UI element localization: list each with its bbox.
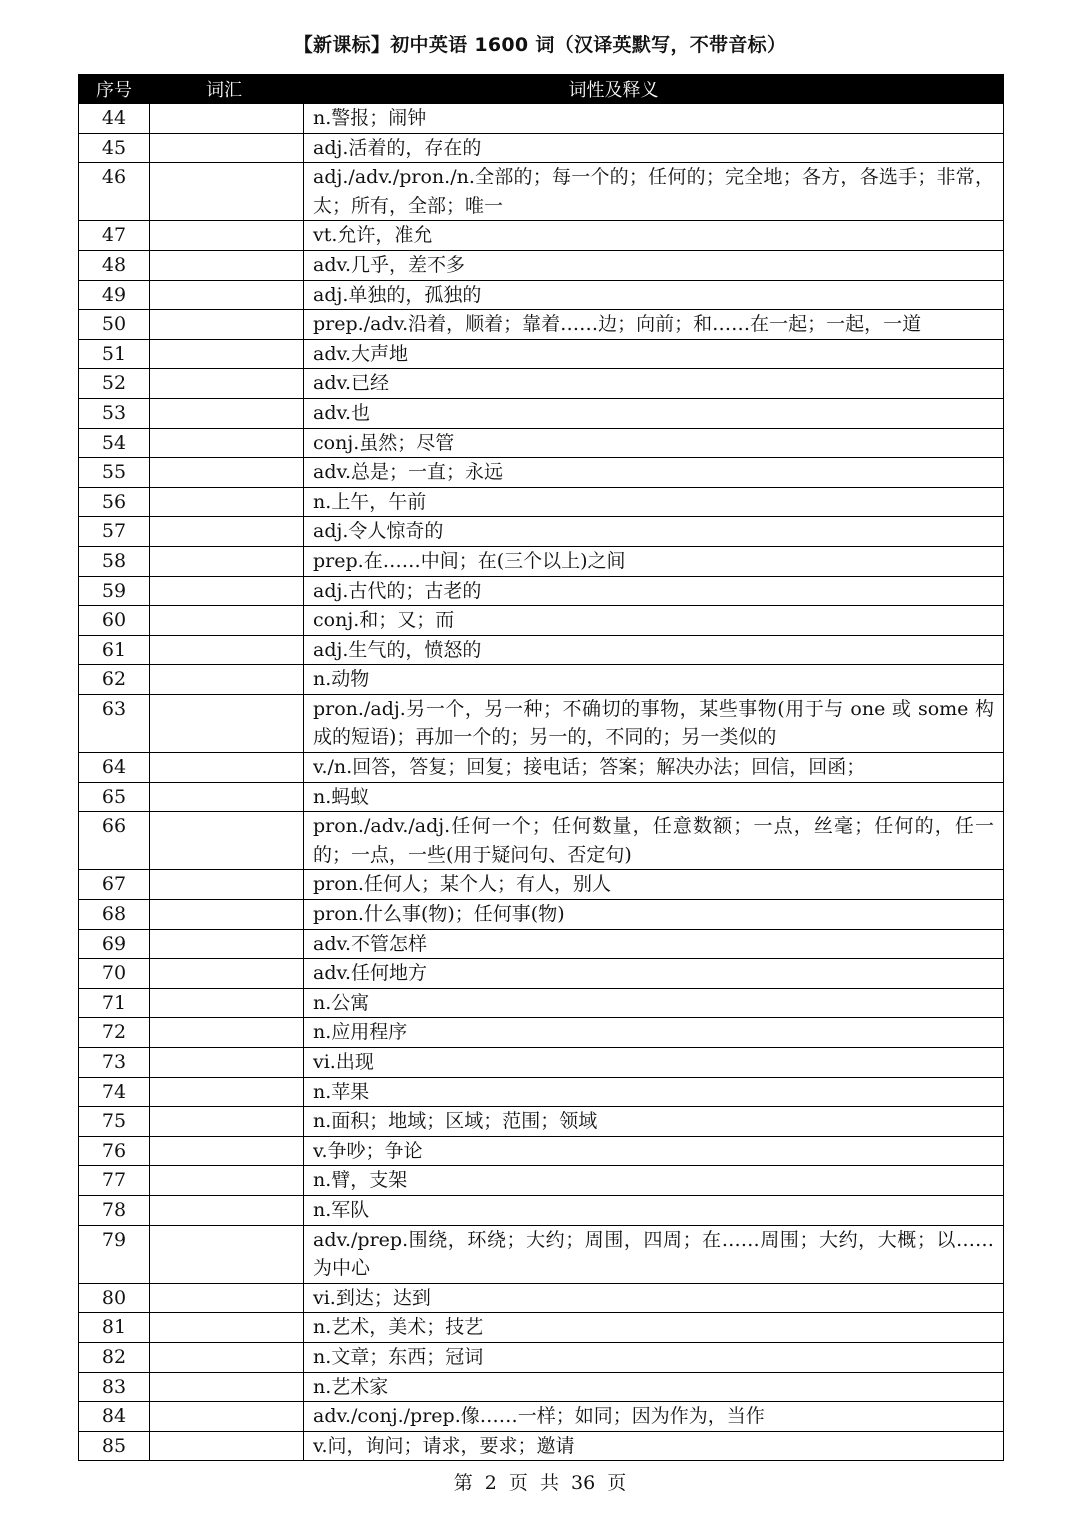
table-row: [79, 369, 1004, 399]
word-blank-cell[interactable]: [150, 900, 304, 930]
meaning-cell: adv.已经: [304, 369, 1004, 399]
meaning-cell: adj.古代的；古老的: [304, 576, 1004, 606]
table-row: [79, 576, 1004, 606]
word-blank-cell[interactable]: [150, 812, 304, 870]
word-blank-cell[interactable]: [150, 988, 304, 1018]
table-row: [79, 280, 1004, 310]
table-row: [79, 1195, 1004, 1225]
table-row: [79, 665, 1004, 695]
meaning-cell: conj.虽然；尽管: [304, 428, 1004, 458]
row-number: 73: [79, 1048, 150, 1078]
page-title: 【新课标】初中英语 1600 词（汉译英默写，不带音标）: [293, 34, 787, 56]
word-blank-cell[interactable]: [150, 606, 304, 636]
table-row: [79, 339, 1004, 369]
row-number: 47: [79, 221, 150, 251]
meaning-cell: n.警报；闹钟: [304, 104, 1004, 134]
table-row: [79, 487, 1004, 517]
table-row: [79, 104, 1004, 134]
table-body: [79, 104, 1004, 1461]
meaning-cell: adj.生气的，愤怒的: [304, 635, 1004, 665]
row-number: 80: [79, 1283, 150, 1313]
row-number: 79: [79, 1225, 150, 1283]
table-row: [79, 1136, 1004, 1166]
row-number: 68: [79, 900, 150, 930]
row-number: 77: [79, 1166, 150, 1196]
meaning-cell: adj.单独的，孤独的: [304, 280, 1004, 310]
meaning-cell: pron.什么事(物)；任何事(物): [304, 900, 1004, 930]
meaning-cell: n.面积；地域；区域；范围；领域: [304, 1107, 1004, 1137]
meaning-cell: adv./prep.围绕，环绕；大约；周围，四周；在……周围；大约，大概；以……为中心: [304, 1225, 1004, 1283]
meaning-cell: adv.也: [304, 398, 1004, 428]
word-blank-cell[interactable]: [150, 369, 304, 399]
table-row: [79, 1402, 1004, 1432]
table-row: [79, 1077, 1004, 1107]
word-blank-cell[interactable]: [150, 1402, 304, 1432]
table-row: [79, 753, 1004, 783]
word-blank-cell[interactable]: [150, 635, 304, 665]
table-row: [79, 1166, 1004, 1196]
meaning-cell: n.公寓: [304, 988, 1004, 1018]
meaning-cell: prep./adv.沿着，顺着；靠着……边；向前；和……在一起；一起，一道: [304, 310, 1004, 340]
row-number: 51: [79, 339, 150, 369]
meaning-cell: n.艺术家: [304, 1372, 1004, 1402]
table-row: [79, 988, 1004, 1018]
word-blank-cell[interactable]: [150, 1225, 304, 1283]
word-blank-cell[interactable]: [150, 694, 304, 752]
word-blank-cell[interactable]: [150, 870, 304, 900]
page-footer: 第 2 页 共 36 页: [453, 1472, 627, 1494]
word-blank-cell[interactable]: [150, 133, 304, 163]
table-row: [79, 900, 1004, 930]
table-row: [79, 635, 1004, 665]
table-row: [79, 694, 1004, 752]
meaning-cell: pron.任何人；某个人；有人，别人: [304, 870, 1004, 900]
meaning-cell: adj.令人惊奇的: [304, 517, 1004, 547]
word-blank-cell[interactable]: [150, 959, 304, 989]
table-row: [79, 1048, 1004, 1078]
meaning-cell: n.文章；东西；冠词: [304, 1342, 1004, 1372]
table-row: [79, 221, 1004, 251]
table-row: [79, 310, 1004, 340]
row-number: 57: [79, 517, 150, 547]
row-number: 78: [79, 1195, 150, 1225]
meaning-cell: n.应用程序: [304, 1018, 1004, 1048]
word-blank-cell[interactable]: [150, 104, 304, 134]
meaning-cell: conj.和；又；而: [304, 606, 1004, 636]
row-number: 72: [79, 1018, 150, 1048]
table-row: [79, 959, 1004, 989]
row-number: 55: [79, 458, 150, 488]
word-blank-cell[interactable]: [150, 221, 304, 251]
table-row: [79, 546, 1004, 576]
table-row: [79, 1283, 1004, 1313]
row-number: 71: [79, 988, 150, 1018]
word-blank-cell[interactable]: [150, 1431, 304, 1461]
row-number: 69: [79, 929, 150, 959]
word-blank-cell[interactable]: [150, 250, 304, 280]
word-blank-cell[interactable]: [150, 310, 304, 340]
row-number: 66: [79, 812, 150, 870]
table-row: [79, 1342, 1004, 1372]
table-row: [79, 812, 1004, 870]
word-blank-cell[interactable]: [150, 1018, 304, 1048]
meaning-cell: prep.在……中间；在(三个以上)之间: [304, 546, 1004, 576]
meaning-cell: adv.几乎，差不多: [304, 250, 1004, 280]
meaning-cell: n.军队: [304, 1195, 1004, 1225]
row-number: 61: [79, 635, 150, 665]
table-row: [79, 398, 1004, 428]
row-number: 49: [79, 280, 150, 310]
row-number: 85: [79, 1431, 150, 1461]
word-blank-cell[interactable]: [150, 517, 304, 547]
word-blank-cell[interactable]: [150, 487, 304, 517]
meaning-cell: v.争吵；争论: [304, 1136, 1004, 1166]
meaning-cell: n.艺术，美术；技艺: [304, 1313, 1004, 1343]
table-row: [79, 929, 1004, 959]
row-number: 84: [79, 1402, 150, 1432]
meaning-cell: n.苹果: [304, 1077, 1004, 1107]
table-row: [79, 163, 1004, 221]
word-blank-cell[interactable]: [150, 576, 304, 606]
row-number: 67: [79, 870, 150, 900]
word-blank-cell[interactable]: [150, 782, 304, 812]
row-number: 44: [79, 104, 150, 134]
word-blank-cell[interactable]: [150, 1077, 304, 1107]
word-blank-cell[interactable]: [150, 398, 304, 428]
word-blank-cell[interactable]: [150, 163, 304, 221]
table-row: [79, 133, 1004, 163]
table-row: [79, 606, 1004, 636]
row-number: 74: [79, 1077, 150, 1107]
word-blank-cell[interactable]: [150, 1342, 304, 1372]
table-row: [79, 782, 1004, 812]
row-number: 65: [79, 782, 150, 812]
meaning-cell: v./n.回答，答复；回复；接电话；答案；解决办法；回信，回函；: [304, 753, 1004, 783]
meaning-cell: vi.出现: [304, 1048, 1004, 1078]
word-blank-cell[interactable]: [150, 546, 304, 576]
table-row: [79, 517, 1004, 547]
row-number: 76: [79, 1136, 150, 1166]
table-row: [79, 1372, 1004, 1402]
word-blank-cell[interactable]: [150, 1372, 304, 1402]
meaning-cell: pron./adv./adj.任何一个；任何数量，任意数额；一点，丝毫；任何的，任一的；一点，一些(用于疑问句、否定句): [304, 812, 1004, 870]
meaning-cell: n.上午，午前: [304, 487, 1004, 517]
row-number: 81: [79, 1313, 150, 1343]
row-number: 58: [79, 546, 150, 576]
meaning-cell: vt.允许，准允: [304, 221, 1004, 251]
word-blank-cell[interactable]: [150, 1107, 304, 1137]
table-row: [79, 1313, 1004, 1343]
table-header-row: [79, 75, 1004, 104]
table-row: [79, 870, 1004, 900]
row-number: 70: [79, 959, 150, 989]
row-number: 59: [79, 576, 150, 606]
row-number: 45: [79, 133, 150, 163]
row-number: 56: [79, 487, 150, 517]
row-number: 75: [79, 1107, 150, 1137]
word-blank-cell[interactable]: [150, 428, 304, 458]
word-blank-cell[interactable]: [150, 339, 304, 369]
row-number: 60: [79, 606, 150, 636]
row-number: 63: [79, 694, 150, 752]
meaning-cell: adv.大声地: [304, 339, 1004, 369]
meaning-cell: adj./adv./pron./n.全部的；每一个的；任何的；完全地；各方，各选手；非常，太；所有，全部；唯一: [304, 163, 1004, 221]
row-number: 50: [79, 310, 150, 340]
word-blank-cell[interactable]: [150, 280, 304, 310]
meaning-cell: v.问，询问；请求，要求；邀请: [304, 1431, 1004, 1461]
meaning-cell: adv.任何地方: [304, 959, 1004, 989]
table-row: [79, 1018, 1004, 1048]
row-number: 46: [79, 163, 150, 221]
meaning-cell: n.动物: [304, 665, 1004, 695]
word-blank-cell[interactable]: [150, 929, 304, 959]
row-number: 62: [79, 665, 150, 695]
word-blank-cell[interactable]: [150, 1313, 304, 1343]
table-row: [79, 458, 1004, 488]
meaning-cell: adj.活着的，存在的: [304, 133, 1004, 163]
meaning-cell: vi.到达；达到: [304, 1283, 1004, 1313]
header-meaning: 词性及释义: [304, 75, 1004, 104]
meaning-cell: adv./conj./prep.像……一样；如同；因为作为，当作: [304, 1402, 1004, 1432]
meaning-cell: n.臂，支架: [304, 1166, 1004, 1196]
header-number: 序号: [79, 75, 150, 104]
vocabulary-table: [78, 74, 1004, 1461]
row-number: 64: [79, 753, 150, 783]
meaning-cell: adv.总是；一直；永远: [304, 458, 1004, 488]
row-number: 54: [79, 428, 150, 458]
row-number: 53: [79, 398, 150, 428]
word-blank-cell[interactable]: [150, 753, 304, 783]
row-number: 52: [79, 369, 150, 399]
word-blank-cell[interactable]: [150, 1283, 304, 1313]
table-row: [79, 428, 1004, 458]
meaning-cell: adv.不管怎样: [304, 929, 1004, 959]
table-row: [79, 1225, 1004, 1283]
row-number: 82: [79, 1342, 150, 1372]
meaning-cell: pron./adj.另一个，另一种；不确切的事物，某些事物(用于与 one 或 some 构成的短语)；再加一个的；另一的，不同的；另一类似的: [304, 694, 1004, 752]
word-blank-cell[interactable]: [150, 665, 304, 695]
row-number: 83: [79, 1372, 150, 1402]
word-blank-cell[interactable]: [150, 1195, 304, 1225]
header-word: 词汇: [150, 75, 304, 104]
word-blank-cell[interactable]: [150, 458, 304, 488]
word-blank-cell[interactable]: [150, 1166, 304, 1196]
row-number: 48: [79, 250, 150, 280]
word-blank-cell[interactable]: [150, 1136, 304, 1166]
table-row: [79, 250, 1004, 280]
table-row: [79, 1431, 1004, 1461]
meaning-cell: n.蚂蚁: [304, 782, 1004, 812]
table-row: [79, 1107, 1004, 1137]
word-blank-cell[interactable]: [150, 1048, 304, 1078]
